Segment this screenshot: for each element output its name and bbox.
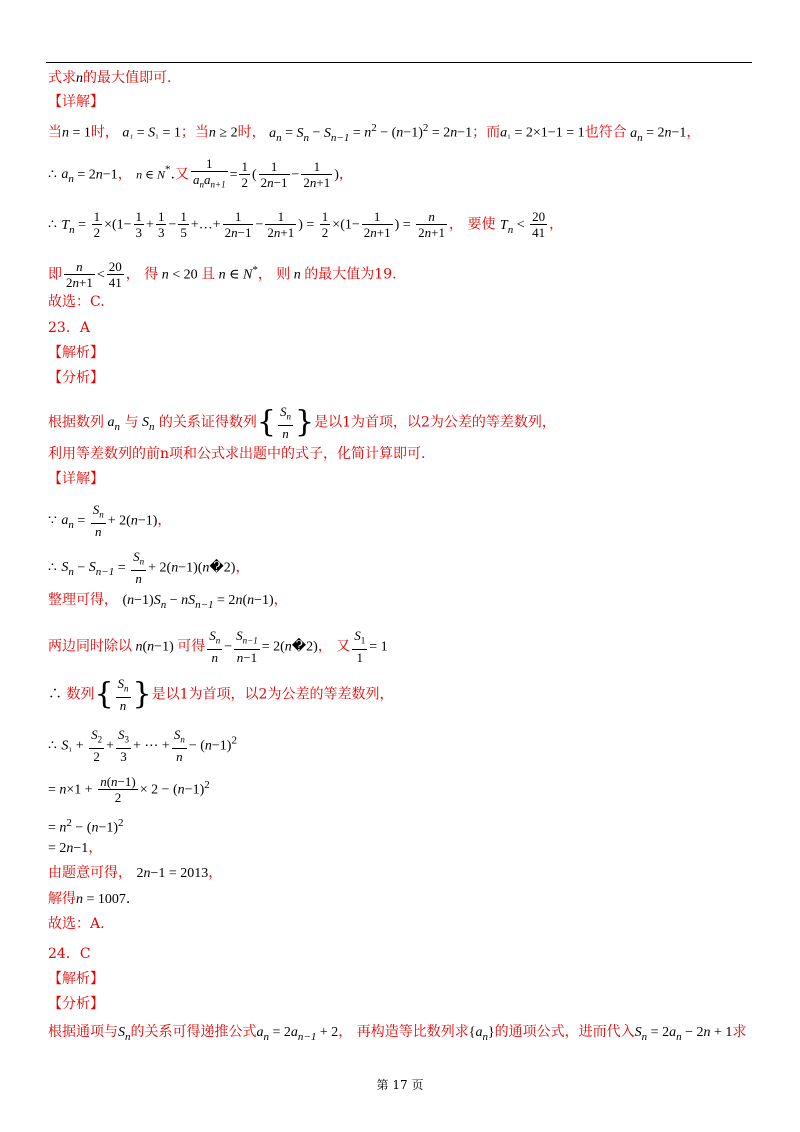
text-line: 式求n的最大值即可. [48,70,172,86]
section-heading-analysis: 【解析】 [48,345,104,361]
text-line: = n×1 + $\frac{n(n-1)}{2}$ × $2 - (n-1)^2$ [48,774,210,805]
answer-line: 故选：A. [48,916,105,932]
text-line: = $n^2 - (n-1)^2$ [48,817,124,836]
page-number: 第 17 页 [376,1078,424,1092]
section-heading-reasoning: 【分析】 [48,996,104,1012]
text-line: 整理可得， $(n-1)S_n - nS_{n-1} = 2n(n-1)$， [48,592,288,611]
text-line: 由题意可得， 2n−1 = 2013， [48,865,223,881]
text-line: ∴ 数列{ $\frac{S_n}{n}$ }是以1为首项，以2为公差的等差数列， [48,676,394,713]
section-heading-analysis: 【解析】 [48,971,104,987]
text-line: ∴ $T_n$ = $\frac{1}{2}$ ×(1− $\frac{1}{3}$ + $\frac{1}{3}$ − $\frac{1}{5}$ +…+ $\frac{1}{2n-1}$ − $\frac{1}{2n+1}$ ) = $\frac{1}{2}$ ×(1− $\frac{1}{2n+1}$ ) = $\frac{n}{2n+1}$ ， 要使 $T_n$ < $\frac{20}{41}$ ， [48,209,564,240]
text-line: = 2n−1， [48,840,103,856]
text-line: 解得n = 1007. [48,891,131,907]
question-number: 23．A [48,320,90,336]
header-rule [46,62,752,63]
text-line: 即 $\frac{n}{2n+1}$ < $\frac{20}{41}$ ， 得 n < 20 且 n ∈ N*， 则 n 的最大值为19. [48,259,397,290]
question-number: 24．C [48,946,91,962]
text-line: 当n = 1时， a₁ = S₁ = 1；当n ≥ 2时， $a_n = S_n - S_{n-1} = n^2 - (n-1)^2 = 2n-1$；而a₁ = 2×1−1 = 1也符合 $a_n = 2n-1$， [48,122,701,144]
text-line: ∴ S₁ + $\frac{S_2}{2}$ + $\frac{S_3}{3}$ + ⋯ + $\frac{S_n}{n}$ − $(n-1)^2$ [48,727,237,764]
text-line: 根据数列 $a_n$ 与 $S_n$ 的关系证得数列{ $\frac{S_n}{n}$ }是以1为首项，以2为公差的等差数列， [48,404,556,441]
section-heading-reasoning: 【分析】 [48,370,104,386]
answer-line: 故选：C. [48,294,105,310]
section-heading-detail: 【详解】 [48,471,104,487]
text-line: ∴ $a_n = 2n-1$， n ∈ N*.又 $\frac{1}{a_na_{n+1}}$ = $\frac{1}{2}$ ( $\frac{1}{2n-1}$ − $\frac{1}{2n+1}$ )， [48,156,353,190]
text-line: 利用等差数列的前n项和公式求出题中的式子，化简计算即可. [48,446,426,462]
text-line: 两边同时除以 n(n−1) 可得 $\frac{S_n}{n}$ − $\frac{S_{n-1}}{n-1}$ = 2(n�2)， 又 $\frac{S_1}{1}$ = 1 [48,628,388,665]
text-line: ∵ $a_n$ = $\frac{S_n}{n}$ + 2(n−1)， [48,502,172,539]
section-heading-detail: 【详解】 [48,94,104,110]
text-line: 根据通项与$S_n$的关系可得递推公式$a_n = 2a_{n-1} + 2$， 再构造等比数列求$\{a_n\}$的通项公式，进而代入$S_n = 2a_n - 2n + 1$求 [48,1024,747,1043]
text-line: ∴ $S_n - S_{n-1}$ = $\frac{S_n}{n}$ + 2(n−1)(n�2)， [48,549,250,586]
